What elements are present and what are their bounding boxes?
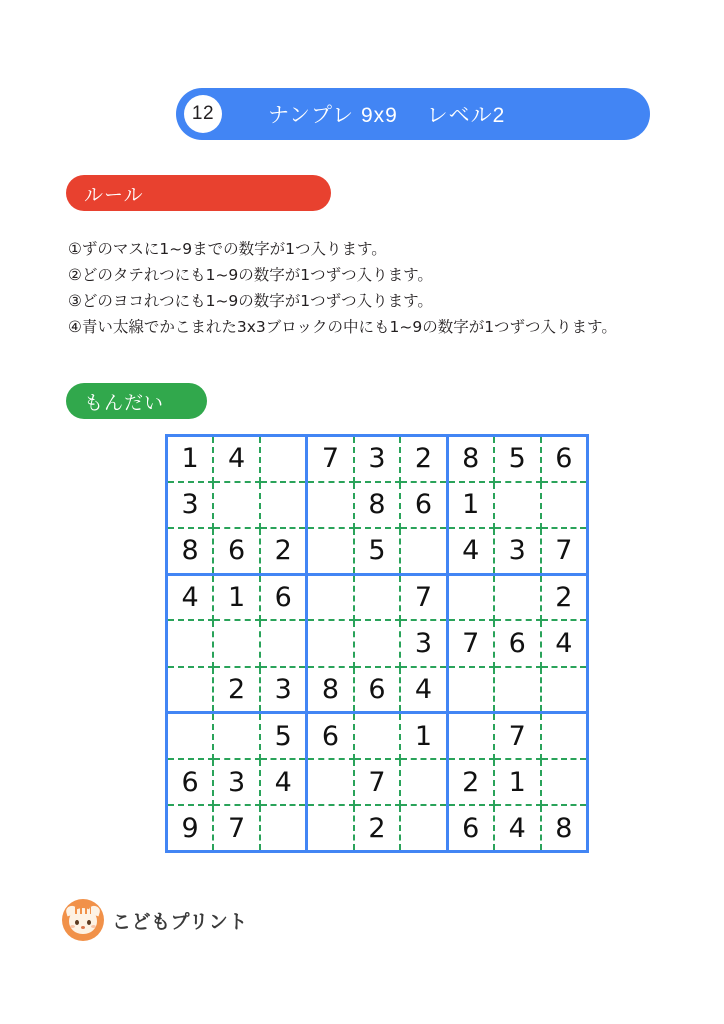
sudoku-cell[interactable] xyxy=(307,620,354,666)
sudoku-cell[interactable]: 2 xyxy=(541,574,588,620)
sudoku-cell[interactable]: 8 xyxy=(354,482,401,528)
sudoku-cell[interactable]: 5 xyxy=(494,436,541,482)
sudoku-cell[interactable]: 1 xyxy=(400,713,447,759)
sudoku-row xyxy=(167,713,588,759)
sudoku-cell[interactable] xyxy=(447,667,494,713)
sudoku-cell[interactable] xyxy=(307,759,354,805)
sudoku-row xyxy=(167,482,588,528)
cat-cheek-left-icon xyxy=(70,925,75,928)
sudoku-cell[interactable]: 2 xyxy=(260,528,307,574)
sudoku-row xyxy=(167,528,588,574)
sudoku-cell[interactable] xyxy=(260,482,307,528)
sudoku-cell[interactable]: 3 xyxy=(400,620,447,666)
sudoku-cell[interactable]: 1 xyxy=(447,482,494,528)
problem-section-pill xyxy=(66,383,207,419)
sudoku-cell[interactable]: 1 xyxy=(213,574,260,620)
page-title: ナンプレ 9x9 レベル2 xyxy=(268,104,506,127)
sudoku-grid xyxy=(165,434,589,853)
sudoku-row xyxy=(167,620,588,666)
sudoku-cell[interactable] xyxy=(400,805,447,851)
rules-list xyxy=(68,236,668,340)
sudoku-cell[interactable] xyxy=(260,805,307,851)
sudoku-cell[interactable]: 4 xyxy=(260,759,307,805)
sudoku-cell[interactable] xyxy=(213,620,260,666)
sudoku-cell[interactable]: 6 xyxy=(541,436,588,482)
rule-item-1: ①ずのマスに1~9までの数字が1つ入ります。 xyxy=(68,240,387,258)
sudoku-cell[interactable]: 4 xyxy=(494,805,541,851)
sudoku-cell[interactable]: 4 xyxy=(447,528,494,574)
sudoku-cell[interactable] xyxy=(494,482,541,528)
sudoku-cell[interactable] xyxy=(260,436,307,482)
sudoku-cell[interactable]: 6 xyxy=(354,667,401,713)
sudoku-cell[interactable]: 3 xyxy=(260,667,307,713)
sudoku-row xyxy=(167,667,588,713)
sudoku-cell[interactable]: 7 xyxy=(213,805,260,851)
sudoku-cell[interactable]: 6 xyxy=(260,574,307,620)
sudoku-cell[interactable]: 5 xyxy=(260,713,307,759)
sudoku-cell[interactable]: 3 xyxy=(213,759,260,805)
sudoku-cell[interactable] xyxy=(354,713,401,759)
sudoku-cell[interactable]: 7 xyxy=(541,528,588,574)
rule-item-3: ③どのヨコれつにも1~9の数字が1つずつ入ります。 xyxy=(68,292,433,310)
sudoku-cell[interactable]: 6 xyxy=(494,620,541,666)
sudoku-cell[interactable]: 2 xyxy=(354,805,401,851)
brand-name: こどもプリント xyxy=(112,910,248,933)
cat-cheek-right-icon xyxy=(91,925,96,928)
sudoku-row xyxy=(167,436,588,482)
cat-stripes-icon xyxy=(75,907,91,914)
sudoku-grid-body xyxy=(167,436,588,852)
sudoku-cell[interactable]: 4 xyxy=(400,667,447,713)
sudoku-cell[interactable]: 7 xyxy=(494,713,541,759)
rules-section-pill xyxy=(66,175,331,211)
sudoku-cell[interactable]: 2 xyxy=(400,436,447,482)
sudoku-cell[interactable]: 5 xyxy=(354,528,401,574)
cat-mascot-icon xyxy=(62,899,104,941)
sudoku-cell[interactable] xyxy=(307,482,354,528)
sudoku-cell[interactable] xyxy=(167,620,214,666)
sudoku-cell[interactable]: 6 xyxy=(400,482,447,528)
sudoku-cell[interactable] xyxy=(354,620,401,666)
sudoku-cell[interactable]: 3 xyxy=(494,528,541,574)
sudoku-cell[interactable]: 9 xyxy=(167,805,214,851)
sudoku-cell[interactable] xyxy=(494,667,541,713)
cat-eye-right-icon xyxy=(87,920,91,925)
page-number-badge: 12 xyxy=(184,95,222,133)
sudoku-row xyxy=(167,759,588,805)
sudoku-cell[interactable] xyxy=(307,528,354,574)
sudoku-cell[interactable] xyxy=(400,528,447,574)
sudoku-cell[interactable]: 3 xyxy=(354,436,401,482)
sudoku-cell[interactable]: 1 xyxy=(494,759,541,805)
sudoku-cell[interactable]: 2 xyxy=(447,759,494,805)
sudoku-cell[interactable]: 7 xyxy=(400,574,447,620)
sudoku-cell[interactable] xyxy=(307,805,354,851)
sudoku-cell[interactable] xyxy=(541,713,588,759)
sudoku-cell[interactable]: 6 xyxy=(213,528,260,574)
sudoku-cell[interactable]: 4 xyxy=(541,620,588,666)
rule-item-4: ④青い太線でかこまれた3x3ブロックの中にも1~9の数字が1つずつ入ります。 xyxy=(68,318,617,336)
problem-section-label: もんだい xyxy=(84,392,165,414)
sudoku-cell[interactable] xyxy=(541,482,588,528)
sudoku-row xyxy=(167,805,588,851)
rule-item-2: ②どのタテれつにも1~9の数字が1つずつ入ります。 xyxy=(68,266,433,284)
sudoku-cell[interactable] xyxy=(494,574,541,620)
sudoku-cell[interactable]: 8 xyxy=(447,436,494,482)
sudoku-cell[interactable]: 1 xyxy=(167,436,214,482)
sudoku-row xyxy=(167,574,588,620)
sudoku-cell[interactable] xyxy=(260,620,307,666)
sudoku-cell[interactable]: 2 xyxy=(213,667,260,713)
sudoku-cell[interactable]: 6 xyxy=(447,805,494,851)
sudoku-cell[interactable] xyxy=(213,713,260,759)
sudoku-cell[interactable] xyxy=(541,759,588,805)
cat-eye-left-icon xyxy=(75,920,79,925)
sudoku-cell[interactable] xyxy=(447,574,494,620)
sudoku-cell[interactable]: 8 xyxy=(307,667,354,713)
sudoku-cell[interactable]: 7 xyxy=(307,436,354,482)
sudoku-cell[interactable] xyxy=(307,574,354,620)
sudoku-cell[interactable] xyxy=(167,667,214,713)
sudoku-cell[interactable]: 6 xyxy=(167,759,214,805)
sudoku-cell[interactable] xyxy=(541,667,588,713)
sudoku-cell[interactable] xyxy=(400,759,447,805)
page-header-bar xyxy=(176,88,650,140)
sudoku-cell[interactable]: 8 xyxy=(555,812,573,844)
sudoku-cell[interactable] xyxy=(354,574,401,620)
sudoku-cell[interactable]: 7 xyxy=(354,759,401,805)
sudoku-cell[interactable]: 4 xyxy=(167,574,214,620)
sudoku-cell[interactable] xyxy=(167,713,214,759)
sudoku-cell[interactable] xyxy=(447,713,494,759)
sudoku-cell[interactable]: 3 xyxy=(167,482,214,528)
sudoku-cell[interactable]: 4 xyxy=(213,436,260,482)
sudoku-cell[interactable]: 6 xyxy=(307,713,354,759)
cat-nose-icon xyxy=(81,926,85,929)
sudoku-cell[interactable]: 8 xyxy=(167,528,214,574)
rules-section-label: ルール xyxy=(84,184,144,206)
sudoku-cell[interactable]: 7 xyxy=(447,620,494,666)
brand-footer xyxy=(62,899,248,941)
sudoku-puzzle xyxy=(165,434,589,853)
sudoku-cell[interactable] xyxy=(213,482,260,528)
